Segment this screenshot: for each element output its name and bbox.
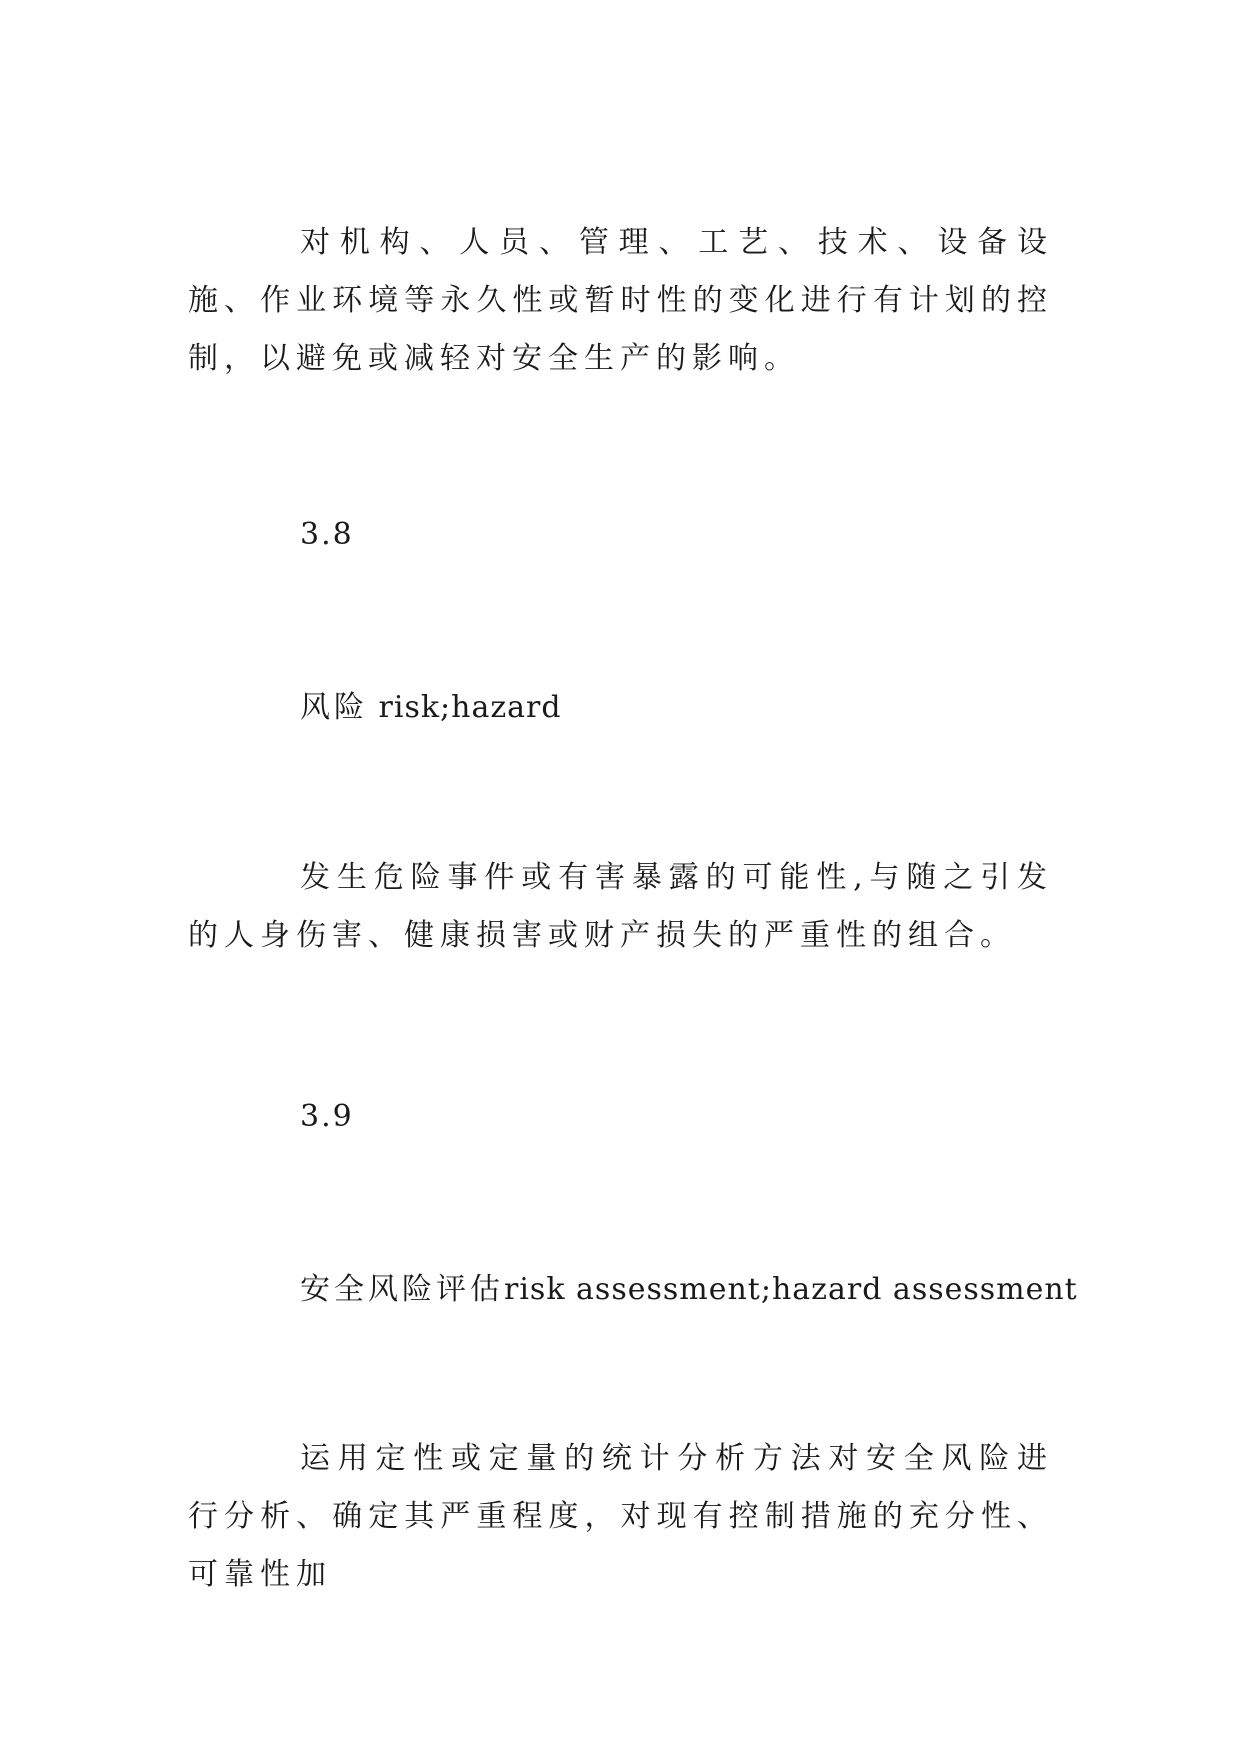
paragraph-change-management: 对机构、人员、管理、工艺、技术、设备设施、作业环境等永久性或暂时性的变化进行有计划的控制，以避免或减轻对安全生产的影响。	[188, 225, 1053, 376]
paragraph-risk-assessment-definition: 运用定性或定量的统计分析方法对安全风险进行分析、确定其严重程度，对现有控制措施的充分性、可靠性加	[188, 1441, 1053, 1592]
term-cn-risk: 风险	[300, 690, 368, 725]
term-en-risk-assessment: risk assessment;hazard assessment	[504, 1272, 1078, 1307]
paragraph-risk-definition: 发生危险事件或有害暴露的可能性,与随之引发的人身伤害、健康损害或财产损失的严重性的组合。	[188, 860, 1053, 953]
term-heading-risk-assessment	[300, 1270, 1078, 1310]
section-number-3-9: 3.9	[300, 1099, 354, 1134]
section-number-3-8: 3.8	[300, 517, 354, 552]
term-heading-risk	[300, 688, 562, 728]
term-cn-risk-assessment: 安全风险评估	[300, 1272, 504, 1307]
term-en-risk: risk;hazard	[368, 690, 562, 725]
